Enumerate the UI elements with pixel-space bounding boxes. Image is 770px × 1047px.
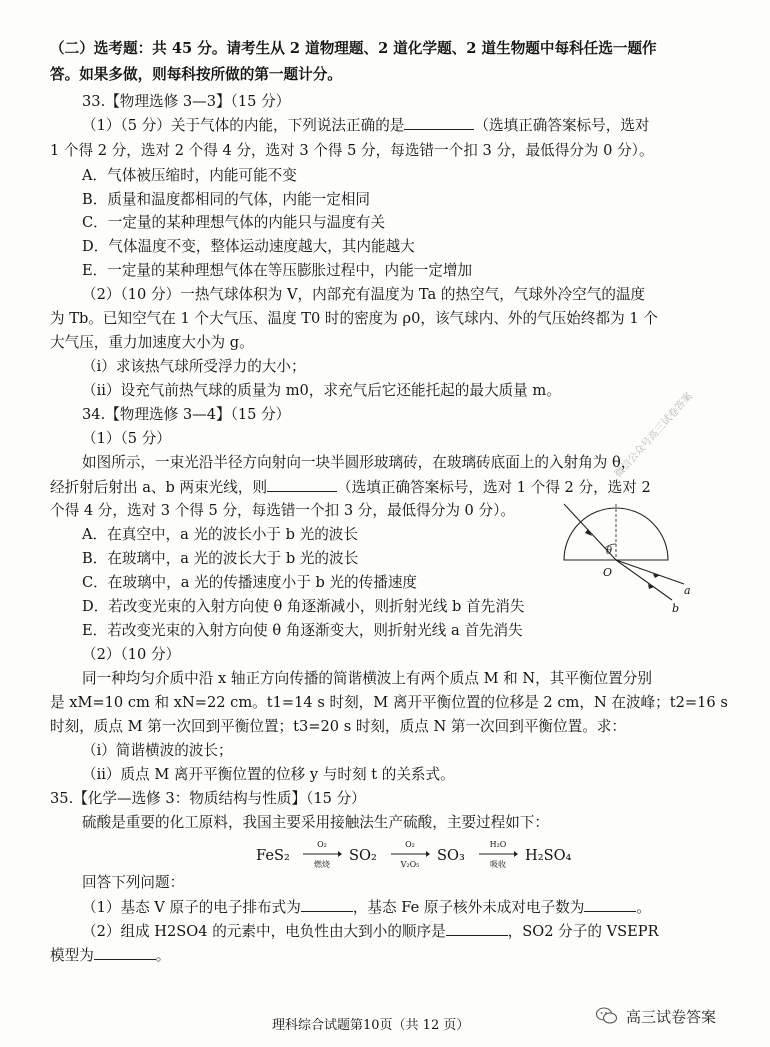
q33-option-a: A．气体被压缩时，内能可能不变 (82, 167, 297, 184)
wechat-icon (596, 1007, 618, 1029)
page-footer: 理科综合试题第10页（共 12 页） (272, 1018, 470, 1033)
reaction-arrow-3 (478, 840, 518, 870)
arrow-icon (390, 850, 430, 858)
formula-h2so4: H₂SO₄ (525, 847, 572, 864)
q33-part2-line1: （2）（10 分）一热气球体积为 V，内部充有温度为 Ta 的热空气，气球外冷空气的温度 (82, 286, 646, 303)
q33-title: 33.【物理选修 3—3】（15 分） (82, 93, 291, 110)
q34-part1-line2 (50, 477, 651, 498)
reaction-arrow-2 (390, 840, 430, 870)
formula-so3: SO₃ (437, 847, 465, 864)
answer-blank (446, 921, 508, 936)
q33-option-b: B．质量和温度都相同的气体，内能一定相同 (82, 191, 371, 208)
q34-title: 34.【物理选修 3—4】（15 分） (82, 406, 291, 423)
q33-part1-text (82, 115, 650, 136)
answer-blank (94, 945, 156, 960)
q33-part2-sub-ii: （ii）设充气前热气球的质量为 m0，求充气后它还能托起的最大质量 m。 (82, 382, 561, 399)
theta-label: θ (606, 546, 613, 557)
q35-sub2-part3: 模型为 (50, 947, 94, 964)
q33-option-e: E．一定量的某种理想气体在等压膨胀过程中，内能一定增加 (82, 262, 473, 279)
ray-b-label: b (672, 602, 680, 615)
q35-sub2-end: 。 (155, 947, 171, 964)
q33-part2-sub-i: （i）求该热气球所受浮力的大小； (82, 358, 306, 375)
section-header-line2: 答。如果多做，则每科按所做的第一题计分。 (50, 66, 342, 83)
q34-part2-line3: 时刻，质点 M 第一次回到平衡位置；t3=20 s 时刻，质点 N 第一次回到平衡位置。求： (50, 718, 626, 735)
q34-option-b: B．在玻璃中，a 光的波长大于 b 光的波长 (82, 550, 359, 567)
q33-option-d: D．气体温度不变，整体运动速度越大，其内能越大 (82, 238, 415, 255)
q33-part1-instruction: （选填正确答案标号，选对 (474, 117, 650, 134)
arrow-icon (302, 850, 342, 858)
diagonal-stamp-watermark: 微信公众号高三试卷答案 (612, 390, 695, 481)
formula-fes2: FeS₂ (256, 847, 290, 864)
answer-blank (267, 477, 337, 492)
q34-part1-line1: 如图所示，一束光沿半径方向射向一块半圆形玻璃砖，在玻璃砖底面上的入射角为 θ， (82, 454, 636, 471)
q34-part1-scoring: 个得 4 分，选对 3 个得 5 分，每选错一个扣 3 分，最低得分为 0 分）。 (50, 502, 515, 519)
q33-part2-line2: 为 Tb。已知空气在 1 个大气压、温度 T0 时的密度为 ρ0，该气球内、外的气压始终都为 1 个 (50, 310, 658, 327)
ray-a-label: a (684, 584, 691, 597)
q34-option-d: D．若改变光束的入射方向使 θ 角逐渐减小，则折射光线 b 首先消失 (82, 598, 525, 615)
account-name: 高三试卷答案 (626, 1008, 717, 1026)
semicircle-glass-figure (556, 498, 696, 620)
q35-sub2 (82, 921, 659, 942)
q34-part1-stem: 经折射后射出 a、b 两束光线，则 (50, 479, 268, 496)
arrow2-catalyst: V₂O₅ (400, 860, 420, 869)
q35-sub2-part1: （2）组成 H2SO4 的元素中，电负性由大到小的顺序是 (82, 923, 446, 940)
account-watermark (596, 1006, 716, 1029)
q35-sub1 (82, 897, 651, 918)
q33-part1-stem: （1）（5 分）关于气体的内能，下列说法正确的是 (82, 117, 405, 134)
answer-blank (301, 897, 353, 912)
q35-intro: 硫酸是重要的化工原料，我国主要采用接触法生产硫酸，主要过程如下： (82, 814, 550, 831)
q34-part2-sub-ii: （ii）质点 M 离开平衡位置的位移 y 与时刻 t 的关系式。 (82, 766, 455, 783)
q34-part2-title: （2）（10 分） (82, 646, 181, 663)
answer-blank (584, 897, 636, 912)
q34-part1-instruction: （选填正确答案标号，选对 1 个得 2 分，选对 2 (337, 479, 651, 496)
q34-option-e: E．若改变光束的入射方向使 θ 角逐渐变大，则折射光线 a 首先消失 (82, 622, 523, 639)
answer-blank (404, 115, 474, 130)
formula-so2: SO₂ (349, 847, 377, 864)
sulfuric-acid-process-equation (256, 836, 576, 876)
q35-answer-prompt: 回答下列问题： (82, 874, 185, 891)
q34-part2-line1: 同一种均匀介质中沿 x 轴正方向传播的简谐横波上有两个质点 M 和 N，其平衡位置分别 (82, 670, 652, 687)
q35-sub1-part1: （1）基态 V 原子的电子排布式为 (82, 899, 301, 916)
q35-sub1-end: 。 (636, 899, 651, 916)
arrow3-reagent: H₂O (489, 840, 507, 849)
reaction-arrow-1 (302, 840, 342, 870)
origin-label: O (603, 566, 613, 579)
arrow2-reagent: O₂ (405, 840, 415, 849)
q34-part1-title: （1）（5 分） (82, 430, 171, 447)
q34-part2-line2: 是 xM=10 cm 和 xN=22 cm。t1=14 s 时刻，M 离开平衡位置的位移是 2 cm，N 在波峰；t2=16 s (50, 694, 728, 711)
q34-option-c: C．在玻璃中，a 光的传播速度小于 b 光的传播速度 (82, 574, 418, 591)
arrow1-condition: 燃烧 (314, 860, 330, 869)
q35-sub2-cont (50, 945, 170, 966)
arrow-icon (478, 850, 518, 858)
arrow1-reagent: O₂ (317, 840, 327, 849)
arrow3-condition: 吸收 (490, 860, 506, 869)
q35-sub2-part2: ，SO2 分子的 VSEPR (507, 923, 659, 940)
q34-part2-sub-i: （i）简谐横波的波长； (82, 742, 233, 759)
section-header-line1: （二）选考题：共 45 分。请考生从 2 道物理题、2 道化学题、2 道生物题中每科任选一题作 (50, 40, 657, 57)
q33-part2-line3: 大气压，重力加速度大小为 g。 (50, 334, 254, 351)
q33-option-c: C．一定量的某种理想气体的内能只与温度有关 (82, 214, 386, 231)
q35-title: 35.【化学—选修 3：物质结构与性质】（15 分） (50, 790, 366, 807)
refraction-diagram (556, 498, 696, 620)
q35-sub1-part2: ，基态 Fe 原子核外未成对电子数为 (352, 899, 585, 916)
q33-part1-scoring: 1 个得 2 分，选对 2 个得 4 分，选对 3 个得 5 分，每选错一个扣 3 分，最低得分为 0 分）。 (50, 142, 654, 159)
q34-option-a: A．在真空中，a 光的波长小于 b 光的波长 (82, 526, 359, 543)
